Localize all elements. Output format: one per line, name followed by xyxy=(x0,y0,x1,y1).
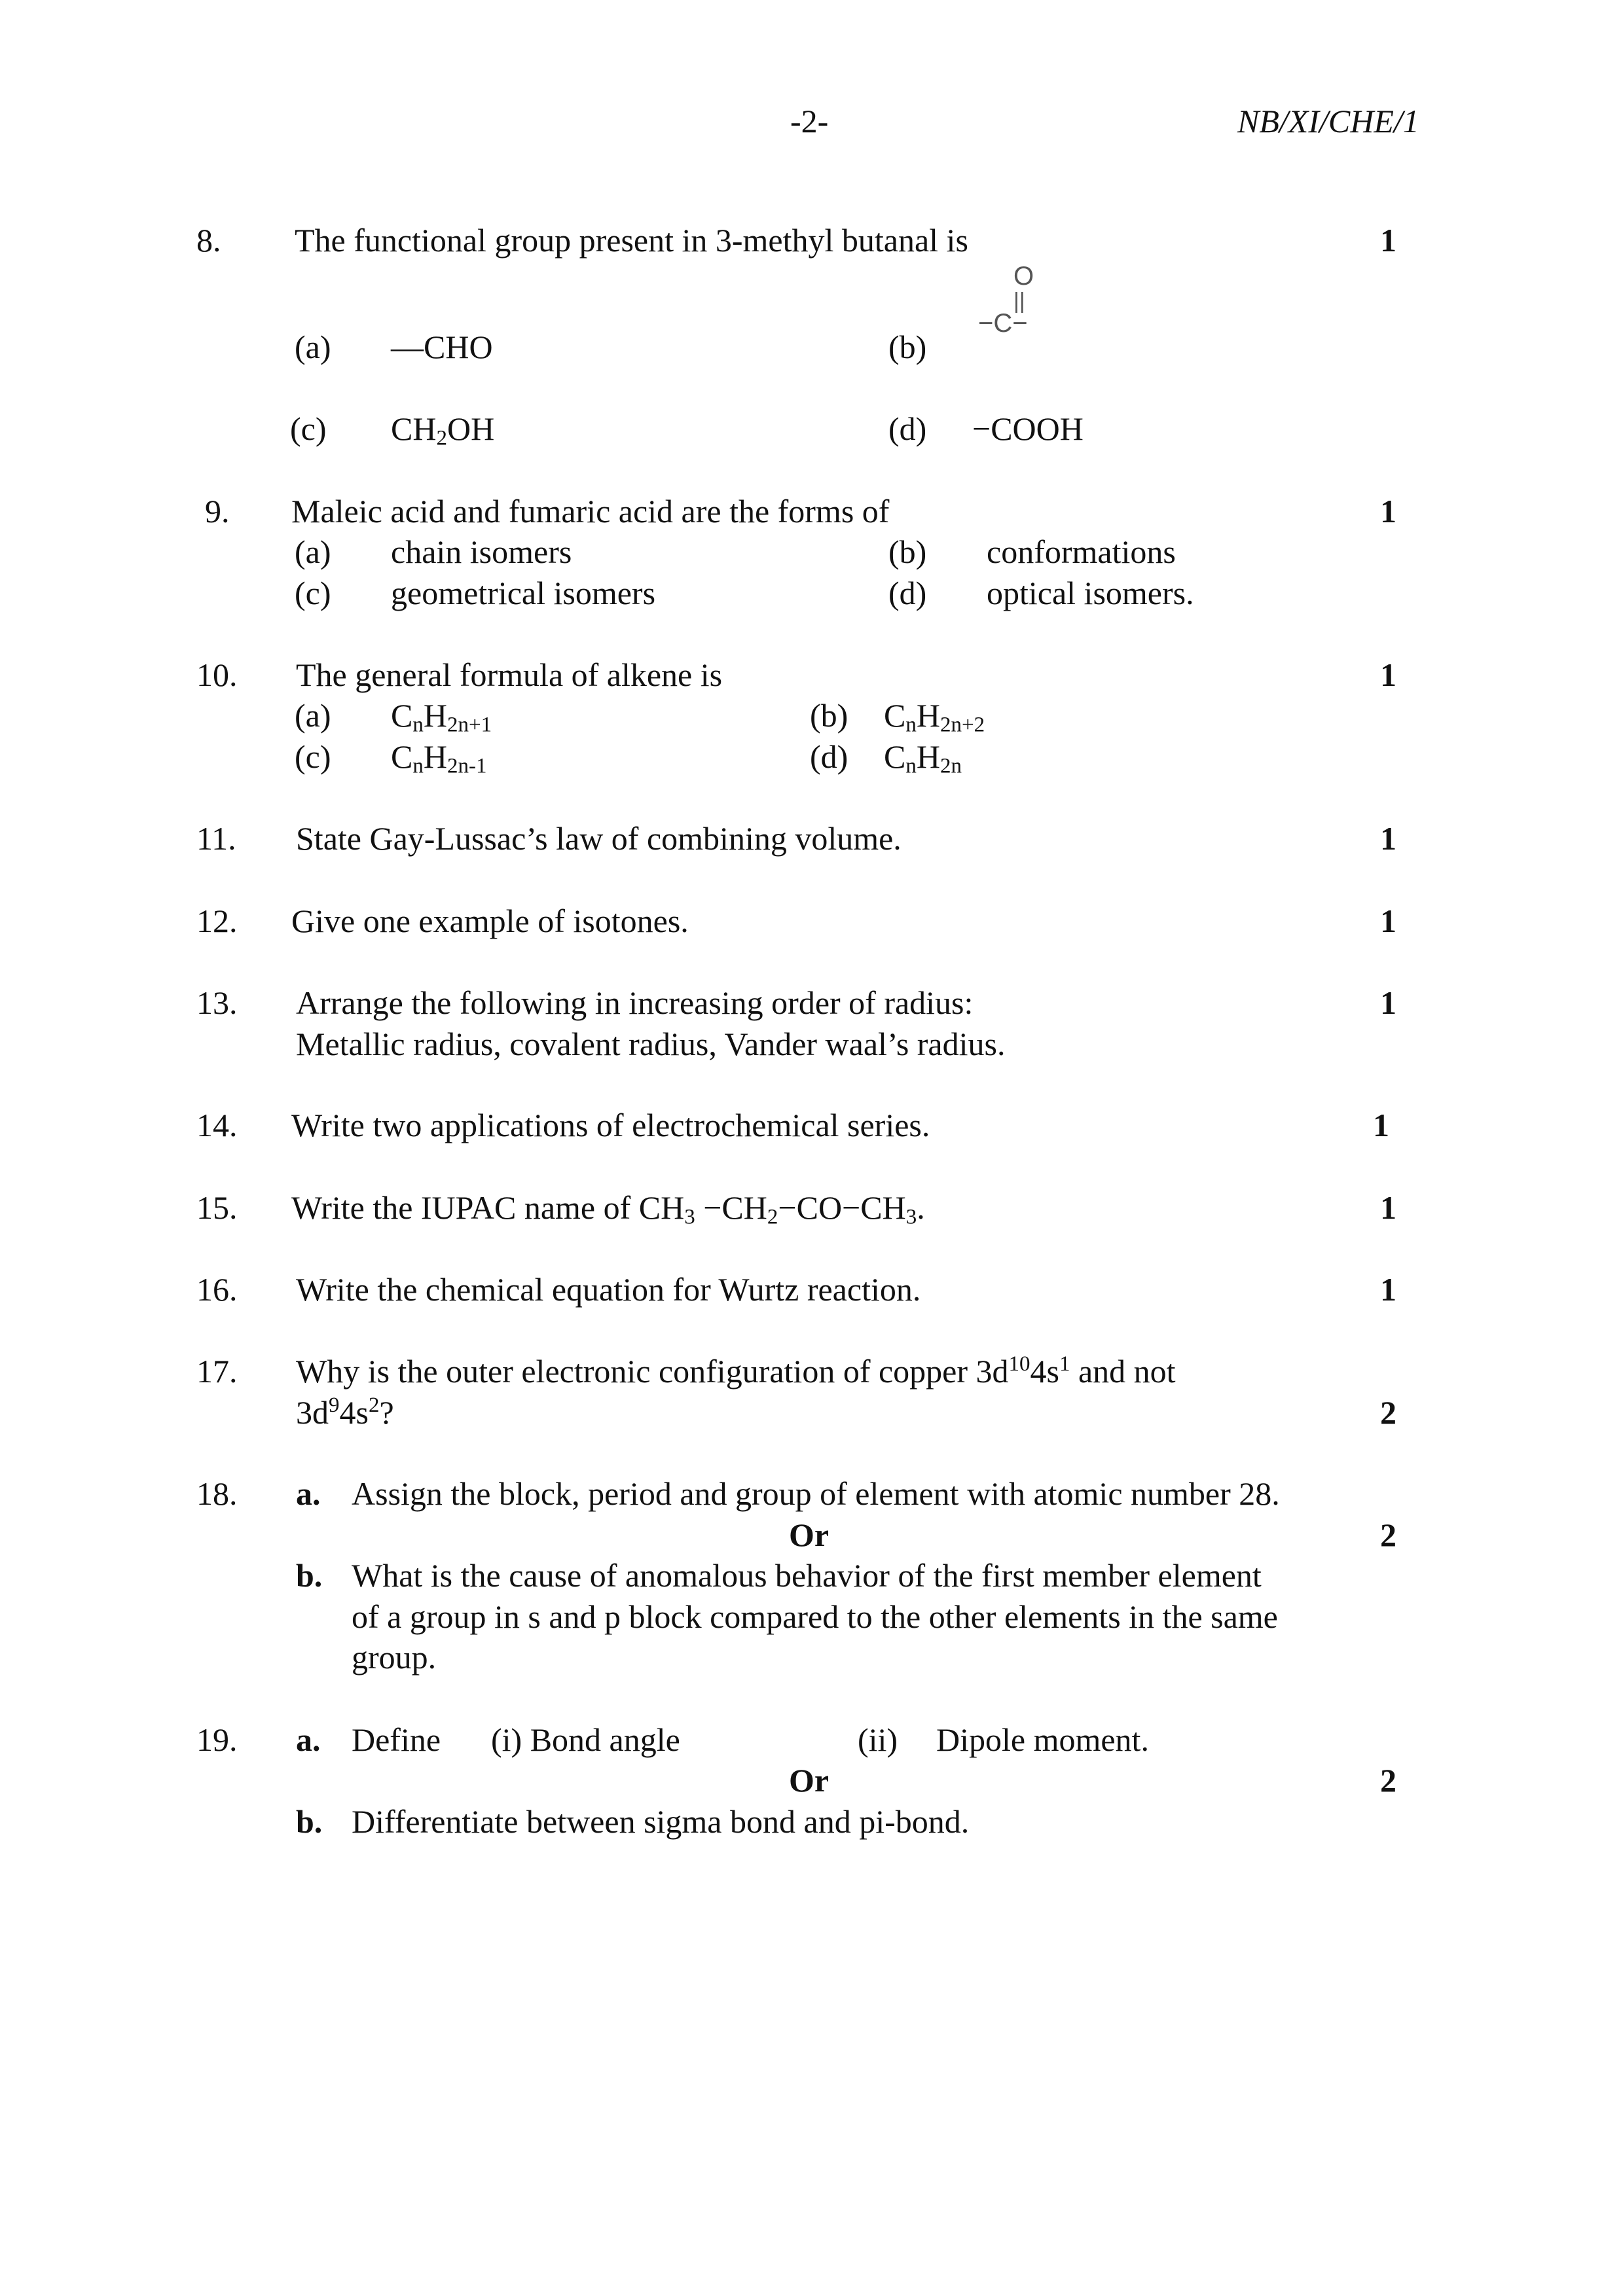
marks: 2 xyxy=(1380,1516,1396,1553)
question-number: 11. xyxy=(196,820,236,857)
option-d-label: (d) xyxy=(888,410,927,447)
marks: 1 xyxy=(1380,984,1396,1021)
part-b-label: b. xyxy=(296,1803,323,1840)
question-number: 18. xyxy=(196,1475,238,1512)
question-text: Write two applications of electrochemical series. xyxy=(291,1107,930,1143)
marks: 2 xyxy=(1380,1394,1396,1431)
question-text: Maleic acid and fumaric acid are the forms of xyxy=(291,493,890,529)
option-b-formula xyxy=(884,697,985,737)
question-number: 16. xyxy=(196,1271,238,1308)
question-number: 9. xyxy=(205,493,230,529)
text-part: ? xyxy=(379,1394,394,1431)
formula-subscript: 2n+2 xyxy=(939,713,985,737)
carbonyl-oxygen: O xyxy=(1013,262,1034,291)
formula-subscript: 2 xyxy=(436,426,447,450)
formula-part: H xyxy=(916,697,940,734)
option-c-text xyxy=(391,410,495,450)
question-text-line-2 xyxy=(296,1393,394,1431)
superscript: 2 xyxy=(368,1393,380,1417)
option-d-formula xyxy=(884,738,962,778)
marks: 1 xyxy=(1380,1189,1396,1226)
formula-subscript: 2n+1 xyxy=(447,713,492,737)
text-part: 4s xyxy=(339,1394,369,1431)
formula-subscript: 3 xyxy=(684,1205,695,1229)
text-part: . xyxy=(917,1189,925,1226)
question-text-line-1 xyxy=(296,1352,1176,1390)
option-b-label: (b) xyxy=(888,533,927,570)
option-a-text: —CHO xyxy=(391,329,493,365)
superscript: 10 xyxy=(1008,1352,1030,1376)
marks: 1 xyxy=(1380,493,1396,529)
marks: 1 xyxy=(1380,656,1396,693)
formula-subscript: n xyxy=(905,713,917,737)
carbonyl-carbon: −C− xyxy=(978,309,1028,337)
question-number: 10. xyxy=(196,656,238,693)
text-part: −CO−CH xyxy=(778,1189,906,1226)
part-b-line-3: group. xyxy=(352,1639,437,1676)
superscript: 9 xyxy=(329,1393,340,1417)
question-number: 15. xyxy=(196,1189,238,1226)
formula-part: OH xyxy=(447,410,495,447)
part-b-label: b. xyxy=(296,1557,323,1594)
option-b-label: (b) xyxy=(810,697,848,734)
carbonyl-structure-diagram xyxy=(969,259,1074,337)
marks: 1 xyxy=(1380,903,1396,939)
option-b-label: (b) xyxy=(888,329,927,365)
option-d-label: (d) xyxy=(888,575,927,611)
carbonyl-double-bond: || xyxy=(1013,289,1025,314)
question-text: The general formula of alkene is xyxy=(296,656,723,693)
question-text xyxy=(291,1189,925,1229)
option-a-label: (a) xyxy=(295,329,331,365)
text-part: Write the IUPAC name of CH xyxy=(291,1189,685,1226)
question-number: 8. xyxy=(196,222,221,259)
option-a-label: (a) xyxy=(295,533,331,570)
formula-subscript: 2 xyxy=(767,1205,778,1229)
formula-part: C xyxy=(884,738,906,775)
part-a-item-ii-label: (ii) xyxy=(858,1721,898,1758)
question-number: 12. xyxy=(196,903,238,939)
option-a-text: chain isomers xyxy=(391,533,572,570)
option-d-text: −COOH xyxy=(972,410,1084,447)
page-number: -2- xyxy=(790,103,829,139)
paper-code: NB/XI/CHE/1 xyxy=(1237,103,1419,139)
formula-part: C xyxy=(884,697,906,734)
text-part: Why is the outer electronic configuration of copper 3d xyxy=(296,1353,1009,1390)
part-a-define: Define xyxy=(352,1721,441,1758)
superscript: 1 xyxy=(1059,1352,1070,1376)
formula-part: CH xyxy=(391,410,437,447)
text-part: −CH xyxy=(695,1189,767,1226)
option-a-formula xyxy=(391,697,492,737)
option-b-text: conformations xyxy=(987,533,1176,570)
option-c-label: (c) xyxy=(290,410,327,447)
text-part: 3d xyxy=(296,1394,329,1431)
formula-part: H xyxy=(916,738,940,775)
question-text: State Gay-Lussac’s law of combining volume. xyxy=(296,820,902,857)
text-part: and not xyxy=(1070,1353,1176,1390)
option-c-label: (c) xyxy=(295,738,331,775)
part-b-text: Differentiate between sigma bond and pi-bond. xyxy=(352,1803,970,1840)
marks: 1 xyxy=(1380,1271,1396,1308)
formula-subscript: 3 xyxy=(905,1205,917,1229)
option-d-text: optical isomers. xyxy=(987,575,1194,611)
or-divider: Or xyxy=(789,1516,830,1553)
part-a-text: Assign the block, period and group of element with atomic number 28. xyxy=(352,1475,1280,1512)
part-b-line-1: What is the cause of anomalous behavior of the first member element xyxy=(352,1557,1262,1594)
part-a-item-ii-text: Dipole moment. xyxy=(936,1721,1149,1758)
marks: 1 xyxy=(1373,1107,1389,1143)
option-c-text: geometrical isomers xyxy=(391,575,656,611)
text-part: 4s xyxy=(1030,1353,1059,1390)
formula-part: H xyxy=(423,738,447,775)
question-number: 13. xyxy=(196,984,238,1021)
formula-part: C xyxy=(391,738,413,775)
part-a-item-i: (i) Bond angle xyxy=(491,1721,680,1758)
formula-subscript: n xyxy=(412,754,424,778)
question-text: Give one example of isotones. xyxy=(291,903,689,939)
option-a-label: (a) xyxy=(295,697,331,734)
formula-subscript: n xyxy=(412,713,424,737)
question-text: Write the chemical equation for Wurtz reaction. xyxy=(296,1271,921,1308)
option-c-formula xyxy=(391,738,487,778)
formula-part: C xyxy=(391,697,413,734)
question-text: The functional group present in 3-methyl butanal is xyxy=(295,222,968,259)
part-b-line-2: of a group in s and p block compared to the other elements in the same xyxy=(352,1598,1278,1635)
question-number: 14. xyxy=(196,1107,238,1143)
marks: 1 xyxy=(1380,820,1396,857)
option-c-label: (c) xyxy=(295,575,331,611)
formula-subscript: 2n-1 xyxy=(447,754,487,778)
question-text-line-2: Metallic radius, covalent radius, Vander waal’s radius. xyxy=(296,1026,1006,1062)
question-number: 19. xyxy=(196,1721,238,1758)
question-text-line-1: Arrange the following in increasing order of radius: xyxy=(296,984,974,1021)
question-number: 17. xyxy=(196,1353,238,1390)
option-d-label: (d) xyxy=(810,738,848,775)
formula-part: H xyxy=(423,697,447,734)
formula-subscript: n xyxy=(905,754,917,778)
or-divider: Or xyxy=(789,1762,830,1799)
part-a-label: a. xyxy=(296,1475,321,1512)
formula-subscript: 2n xyxy=(939,754,962,778)
part-a-label: a. xyxy=(296,1721,321,1758)
marks: 1 xyxy=(1380,222,1396,259)
marks: 2 xyxy=(1380,1762,1396,1799)
